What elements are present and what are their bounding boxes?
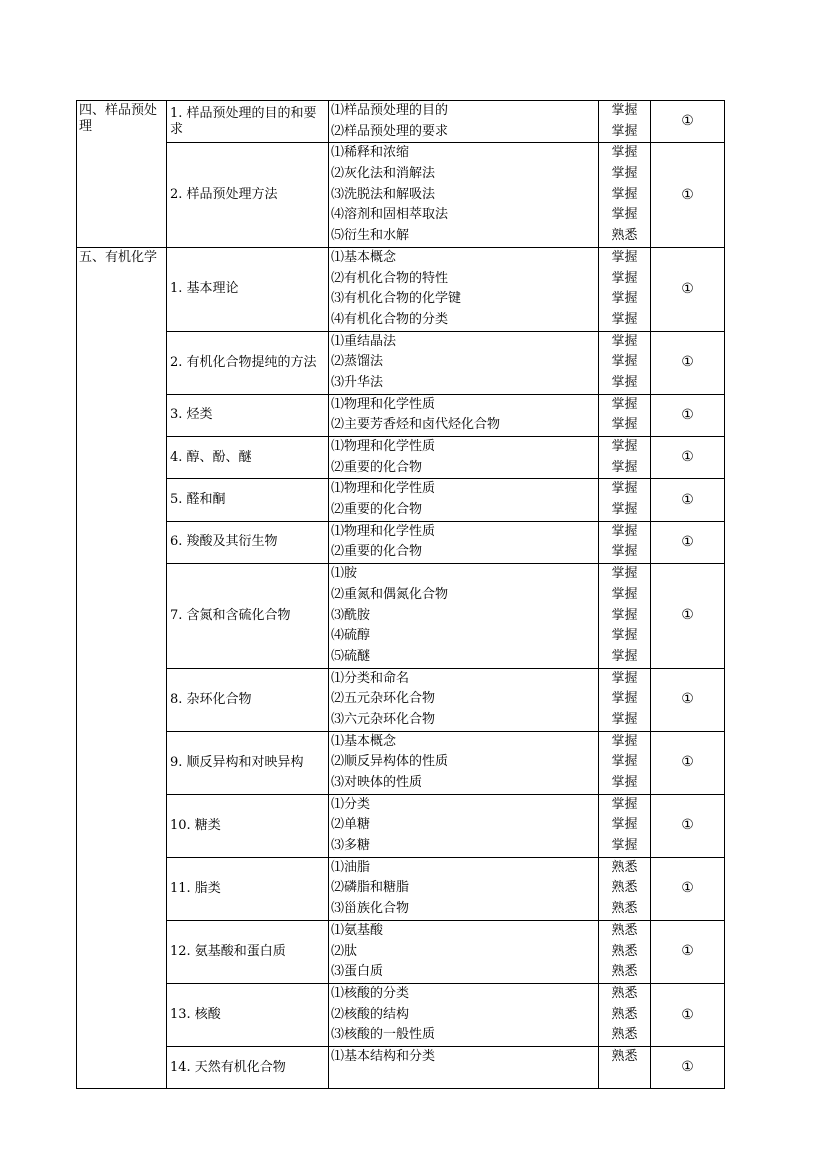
mastery-level: 掌握 xyxy=(611,775,638,790)
topic-item: ⑴物理和化学性质 xyxy=(331,523,436,539)
mastery-level: 掌握 xyxy=(611,481,638,497)
requirement-mark: ① xyxy=(651,437,725,479)
mastery-level: 掌握 xyxy=(611,354,638,370)
mastery-level: 掌握 xyxy=(611,311,638,327)
topic-item: ⑴重结晶法 xyxy=(331,333,397,349)
table-row xyxy=(77,983,725,1046)
topic-items xyxy=(329,394,599,436)
topic-items xyxy=(329,143,599,247)
mastery-levels xyxy=(599,394,651,436)
topic-item: ⑴分类 xyxy=(331,796,371,812)
mastery-level: 熟悉 xyxy=(611,901,638,917)
mastery-level: 掌握 xyxy=(611,459,638,475)
mastery-level: 掌握 xyxy=(611,291,638,307)
topic-item: ⑴物理和化学性质 xyxy=(331,396,436,412)
topic-item: ⑴基本概念 xyxy=(331,733,397,749)
topic-item: ⑷有机化合物的分类 xyxy=(331,311,449,327)
mastery-level: 熟悉 xyxy=(611,1027,638,1043)
mastery-level: 掌握 xyxy=(611,607,638,623)
topic-item: ⑴物理和化学性质 xyxy=(331,439,436,454)
mastery-levels xyxy=(599,143,651,247)
mastery-levels xyxy=(599,920,651,983)
requirement-mark: ① xyxy=(651,1046,725,1088)
topic-item: ⑵磷脂和糖脂 xyxy=(331,880,410,896)
topic-items xyxy=(329,1046,599,1088)
topic-item: ⑵单糖 xyxy=(331,817,371,833)
topic-items xyxy=(329,983,599,1046)
topic-item: ⑵样品预处理的要求 xyxy=(331,123,449,139)
requirement-mark: ① xyxy=(651,247,725,331)
topic-item: ⑴油脂 xyxy=(331,859,371,875)
topic-items xyxy=(329,668,599,731)
topic-name: 11. 脂类 xyxy=(167,857,329,920)
topic-item: ⑵灰化法和消解法 xyxy=(331,166,436,182)
topic-item: ⑶六元杂环化合物 xyxy=(331,711,436,727)
mastery-levels xyxy=(599,479,651,521)
mastery-level: 掌握 xyxy=(611,417,638,433)
mastery-levels xyxy=(599,731,651,794)
topic-item: ⑷溶剂和固相萃取法 xyxy=(331,207,449,223)
requirement-mark: ① xyxy=(651,857,725,920)
topic-name: 12. 氨基酸和蛋白质 xyxy=(167,920,329,983)
mastery-level: 掌握 xyxy=(611,186,638,202)
mastery-levels xyxy=(599,668,651,731)
mastery-level: 掌握 xyxy=(611,628,638,644)
topic-name: 5. 醛和酮 xyxy=(167,479,329,521)
mastery-levels xyxy=(599,794,651,857)
requirement-mark: ① xyxy=(651,101,725,143)
topic-item: ⑵核酸的结构 xyxy=(331,1006,410,1022)
topic-items xyxy=(329,437,599,479)
requirement-mark: ① xyxy=(651,479,725,521)
topic-item: ⑶蛋白质 xyxy=(331,964,384,980)
topic-name: 2. 有机化合物提纯的方法 xyxy=(167,331,329,394)
mastery-level: 掌握 xyxy=(611,145,638,161)
topic-name: 4. 醇、酚、醚 xyxy=(167,437,329,479)
mastery-level: 熟悉 xyxy=(611,1048,638,1064)
topic-item: ⑵蒸馏法 xyxy=(331,354,384,370)
topic-item xyxy=(331,1068,596,1089)
table-row xyxy=(77,920,725,983)
mastery-level: 掌握 xyxy=(611,270,638,286)
table-row xyxy=(77,668,725,731)
topic-name: 6. 羧酸及其衍生物 xyxy=(167,521,329,563)
mastery-levels xyxy=(599,521,651,563)
requirement-mark: ① xyxy=(651,983,725,1046)
topic-name: 1. 基本理论 xyxy=(167,247,329,331)
topic-item: ⑵主要芳香烃和卤代烃化合物 xyxy=(331,417,501,433)
topic-item: ⑸硫醚 xyxy=(331,648,371,664)
mastery-level: 掌握 xyxy=(611,207,638,223)
mastery-level: 掌握 xyxy=(611,817,638,833)
mastery-level: 熟悉 xyxy=(611,964,638,980)
mastery-level: 掌握 xyxy=(611,586,638,602)
topic-item: ⑵重要的化合物 xyxy=(331,459,423,475)
syllabus-table xyxy=(76,100,725,1089)
mastery-level: 熟悉 xyxy=(611,943,638,959)
topic-name: 3. 烃类 xyxy=(167,394,329,436)
mastery-level: 掌握 xyxy=(611,396,638,412)
table-row xyxy=(77,564,725,668)
mastery-level: 掌握 xyxy=(611,123,638,139)
topic-item: ⑶对映体的性质 xyxy=(331,775,423,790)
topic-items xyxy=(329,247,599,331)
mastery-levels xyxy=(599,331,651,394)
topic-item: ⑸衍生和水解 xyxy=(331,228,410,244)
topic-item: ⑶升华法 xyxy=(331,374,384,390)
mastery-level: 掌握 xyxy=(611,648,638,664)
mastery-level: 掌握 xyxy=(611,544,638,560)
topic-item: ⑴基本概念 xyxy=(331,249,397,265)
topic-name: 2. 样品预处理方法 xyxy=(167,143,329,247)
table-row xyxy=(77,794,725,857)
table-row xyxy=(77,143,725,247)
mastery-level: 掌握 xyxy=(611,439,638,454)
topic-name: 9. 顺反异构和对映异构 xyxy=(167,731,329,794)
mastery-levels xyxy=(599,247,651,331)
topic-item: ⑴样品预处理的目的 xyxy=(331,103,449,118)
topic-items xyxy=(329,857,599,920)
requirement-mark: ① xyxy=(651,394,725,436)
mastery-level: 掌握 xyxy=(611,566,638,582)
mastery-level: 掌握 xyxy=(611,691,638,707)
topic-name: 8. 杂环化合物 xyxy=(167,668,329,731)
syllabus-table-body xyxy=(77,101,725,1089)
mastery-level: 熟悉 xyxy=(611,985,638,1001)
table-row xyxy=(77,731,725,794)
mastery-level: 掌握 xyxy=(611,249,638,265)
mastery-levels xyxy=(599,1046,651,1088)
topic-items xyxy=(329,731,599,794)
topic-item: ⑴分类和命名 xyxy=(331,670,410,686)
requirement-mark: ① xyxy=(651,331,725,394)
mastery-levels xyxy=(599,101,651,143)
topic-item: ⑴稀释和浓缩 xyxy=(331,145,410,161)
topic-name: 1. 样品预处理的目的和要求 xyxy=(167,101,329,143)
requirement-mark: ① xyxy=(651,143,725,247)
topic-item: ⑴胺 xyxy=(331,566,358,582)
topic-item: ⑶酰胺 xyxy=(331,607,371,623)
mastery-level: 掌握 xyxy=(611,754,638,770)
topic-item: ⑶洗脱法和解吸法 xyxy=(331,186,436,202)
topic-item: ⑵有机化合物的特性 xyxy=(331,270,449,286)
topic-items xyxy=(329,479,599,521)
topic-name: 7. 含氮和含硫化合物 xyxy=(167,564,329,668)
mastery-level: 掌握 xyxy=(611,838,638,854)
mastery-level: 熟悉 xyxy=(611,228,638,244)
requirement-mark: ① xyxy=(651,521,725,563)
mastery-level: 熟悉 xyxy=(611,1006,638,1022)
topic-item: ⑴氨基酸 xyxy=(331,922,384,938)
table-row xyxy=(77,857,725,920)
table-row xyxy=(77,1046,725,1088)
topic-item: ⑵重要的化合物 xyxy=(331,544,423,560)
topic-name: 14. 天然有机化合物 xyxy=(167,1046,329,1088)
topic-item: ⑵肽 xyxy=(331,943,358,959)
mastery-levels xyxy=(599,437,651,479)
table-row xyxy=(77,331,725,394)
requirement-mark: ① xyxy=(651,920,725,983)
topic-name: 10. 糖类 xyxy=(167,794,329,857)
requirement-mark: ① xyxy=(651,668,725,731)
topic-item: ⑶多糖 xyxy=(331,838,371,854)
requirement-mark: ① xyxy=(651,731,725,794)
mastery-level: 掌握 xyxy=(611,670,638,686)
mastery-level: 熟悉 xyxy=(611,859,638,875)
mastery-level: 掌握 xyxy=(611,333,638,349)
topic-item: ⑵五元杂环化合物 xyxy=(331,691,436,707)
topic-items xyxy=(329,794,599,857)
topic-items xyxy=(329,101,599,143)
mastery-level: 掌握 xyxy=(611,796,638,812)
mastery-level xyxy=(601,1068,648,1089)
mastery-levels xyxy=(599,564,651,668)
mastery-level: 掌握 xyxy=(611,166,638,182)
table-row xyxy=(77,394,725,436)
topic-item: ⑴基本结构和分类 xyxy=(331,1048,436,1064)
topic-item: ⑵顺反异构体的性质 xyxy=(331,754,449,770)
topic-item: ⑶甾族化合物 xyxy=(331,901,410,917)
topic-name: 13. 核酸 xyxy=(167,983,329,1046)
requirement-mark: ① xyxy=(651,564,725,668)
mastery-levels xyxy=(599,857,651,920)
mastery-level: 掌握 xyxy=(611,502,638,518)
mastery-level: 熟悉 xyxy=(611,880,638,896)
topic-item: ⑷硫醇 xyxy=(331,628,371,644)
syllabus-sheet xyxy=(76,100,724,1076)
topic-items xyxy=(329,920,599,983)
mastery-level: 掌握 xyxy=(611,523,638,539)
section-title: 四、样品预处理 xyxy=(77,101,167,248)
table-row xyxy=(77,437,725,479)
topic-items xyxy=(329,564,599,668)
mastery-level: 掌握 xyxy=(611,733,638,749)
topic-item: ⑴物理和化学性质 xyxy=(331,481,436,497)
topic-item: ⑵重氮和偶氮化合物 xyxy=(331,586,449,602)
requirement-mark: ① xyxy=(651,794,725,857)
topic-item: ⑴核酸的分类 xyxy=(331,985,410,1001)
mastery-level: 熟悉 xyxy=(611,922,638,938)
topic-item: ⑶核酸的一般性质 xyxy=(331,1027,436,1043)
mastery-level: 掌握 xyxy=(611,103,638,118)
table-row xyxy=(77,247,725,331)
section-title: 五、有机化学 xyxy=(77,247,167,1089)
topic-items xyxy=(329,331,599,394)
mastery-level: 掌握 xyxy=(611,374,638,390)
topic-item: ⑵重要的化合物 xyxy=(331,502,423,518)
table-row xyxy=(77,521,725,563)
mastery-levels xyxy=(599,983,651,1046)
topic-items xyxy=(329,521,599,563)
table-row xyxy=(77,479,725,521)
mastery-level: 掌握 xyxy=(611,711,638,727)
topic-item: ⑶有机化合物的化学键 xyxy=(331,291,462,307)
table-row xyxy=(77,101,725,143)
